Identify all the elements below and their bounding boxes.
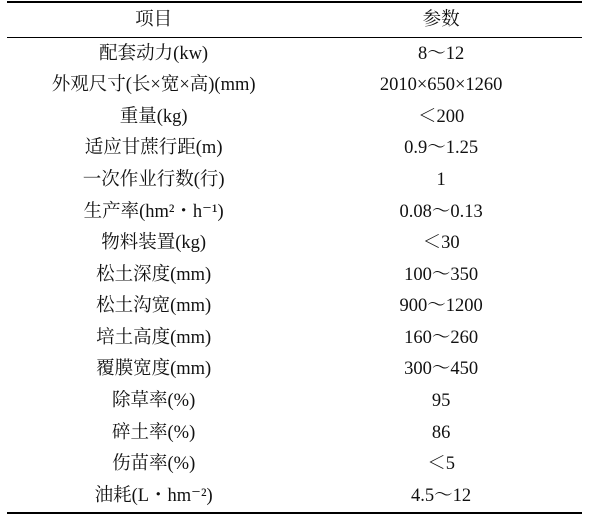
- row-value: 160～260: [404, 327, 479, 348]
- row-value: 0.08～0.13: [399, 201, 483, 222]
- row-value: 95: [431, 391, 451, 412]
- row-value: ＜200: [417, 106, 465, 127]
- row-item: 碎土率(%): [112, 422, 196, 443]
- table-row: [7, 322, 582, 354]
- table-row: [7, 417, 582, 449]
- table-row: [7, 449, 582, 481]
- header-item: 项目: [135, 9, 173, 30]
- row-value: 100～350: [404, 264, 479, 285]
- table-row: [7, 480, 582, 513]
- table-row: [7, 101, 582, 133]
- row-item: 松土深度(mm): [96, 264, 212, 285]
- table-row: [7, 259, 582, 291]
- table-body: [7, 38, 582, 513]
- row-value: 1: [436, 169, 446, 190]
- row-value: 900～1200: [399, 296, 483, 317]
- table-row: [7, 291, 582, 323]
- row-item: 松土沟宽(mm): [96, 296, 212, 317]
- row-value: 8～12: [417, 43, 465, 64]
- row-item: 生产率(hm²・h⁻¹): [83, 201, 224, 222]
- row-value: 0.9～1.25: [404, 138, 479, 159]
- row-item: 一次作业行数(行): [82, 169, 225, 190]
- row-item: 重量(kg): [119, 106, 188, 127]
- header-param: 参数: [422, 9, 460, 30]
- table-header: [7, 2, 582, 38]
- row-item: 除草率(%): [112, 391, 196, 412]
- row-value: ＜5: [427, 454, 455, 475]
- row-item: 物料装置(kg): [101, 233, 207, 254]
- table-row: [7, 38, 582, 70]
- row-item: 覆膜宽度(mm): [96, 359, 212, 380]
- row-value: ＜30: [422, 233, 460, 254]
- row-item: 外观尺寸(长×宽×高)(mm): [51, 75, 256, 96]
- table-row: [7, 133, 582, 165]
- table-row: [7, 70, 582, 102]
- spec-table: [7, 1, 582, 514]
- row-item: 适应甘蔗行距(m): [84, 138, 223, 159]
- table-row: [7, 196, 582, 228]
- table-row: [7, 164, 582, 196]
- row-value: 300～450: [404, 359, 479, 380]
- row-item: 伤苗率(%): [112, 454, 196, 475]
- table-row: [7, 354, 582, 386]
- table-row: [7, 228, 582, 260]
- row-item: 配套动力(kw): [99, 43, 209, 64]
- row-value: 2010×650×1260: [379, 75, 503, 96]
- row-value: 4.5～12: [411, 485, 472, 506]
- header-row: [7, 2, 582, 38]
- spec-table-container: [7, 0, 582, 514]
- row-value: 86: [431, 422, 451, 443]
- row-item: 油耗(L・hm⁻²): [94, 485, 213, 506]
- table-row: [7, 386, 582, 418]
- row-item: 培土高度(mm): [96, 327, 212, 348]
